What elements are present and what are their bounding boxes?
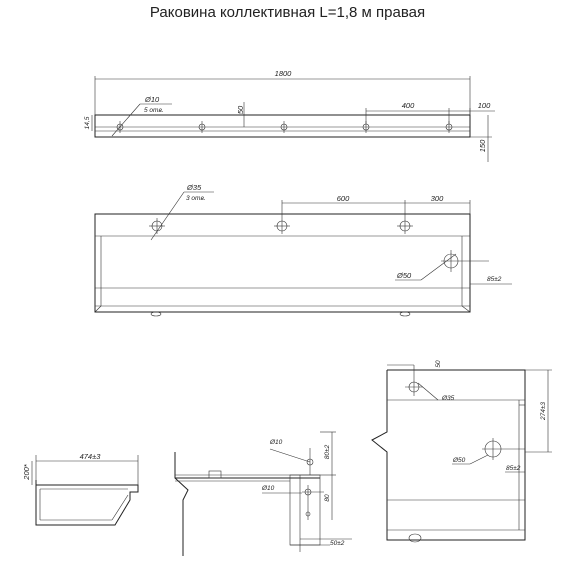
detail-bracket — [209, 471, 221, 478]
detail-hole2-label: Ø10 — [262, 485, 275, 492]
dim-50: 50 — [236, 105, 245, 115]
right-drain-label: Ø50 — [453, 457, 466, 464]
dim-right-85: 85±2 — [506, 465, 521, 472]
front-view-outline — [95, 214, 470, 312]
detail-hole1-label: Ø10 — [270, 439, 283, 446]
detail-view — [175, 432, 352, 556]
top-view-outline — [95, 115, 470, 137]
dim-80: 80 — [324, 494, 331, 502]
front-view — [95, 183, 512, 316]
side-section-view — [22, 452, 138, 525]
dim-right-50: 50 — [435, 360, 442, 368]
front-hole-qty: 3 отв. — [186, 195, 206, 202]
front-drain-label: Ø50 — [397, 271, 412, 280]
page-title: Раковина коллективная L=1,8 м правая — [149, 4, 426, 21]
detail-side-plate — [290, 475, 320, 545]
right-end-view — [372, 360, 552, 542]
top-view — [84, 69, 495, 162]
dim-50-det: 50±2 — [330, 540, 345, 547]
dim-300: 300 — [430, 194, 444, 203]
dim-80-top: 80±2 — [324, 444, 331, 460]
dim-85: 85±2 — [487, 276, 502, 283]
right-foot — [409, 534, 421, 542]
detail-break-left — [175, 452, 188, 556]
side-section-outline — [36, 480, 138, 525]
top-hole-label: Ø10 — [145, 95, 160, 104]
top-hole-qty: 5 отв. — [144, 107, 164, 114]
dim-400: 400 — [401, 101, 415, 110]
dim-100: 100 — [477, 101, 491, 110]
front-hole-label: Ø35 — [187, 183, 202, 192]
dim-474: 474±3 — [79, 452, 101, 461]
dim-14-5: 14,5 — [84, 116, 91, 130]
right-hole-label: Ø35 — [442, 395, 455, 402]
dim-1800: 1800 — [274, 69, 292, 78]
dim-150: 150 — [478, 139, 487, 153]
dim-274: 274±3 — [540, 401, 547, 421]
dim-200: 200* — [22, 464, 31, 480]
front-foot-right — [400, 312, 410, 316]
front-foot-left — [151, 312, 161, 316]
dim-600: 600 — [336, 194, 350, 203]
front-hole-marks — [149, 200, 413, 234]
